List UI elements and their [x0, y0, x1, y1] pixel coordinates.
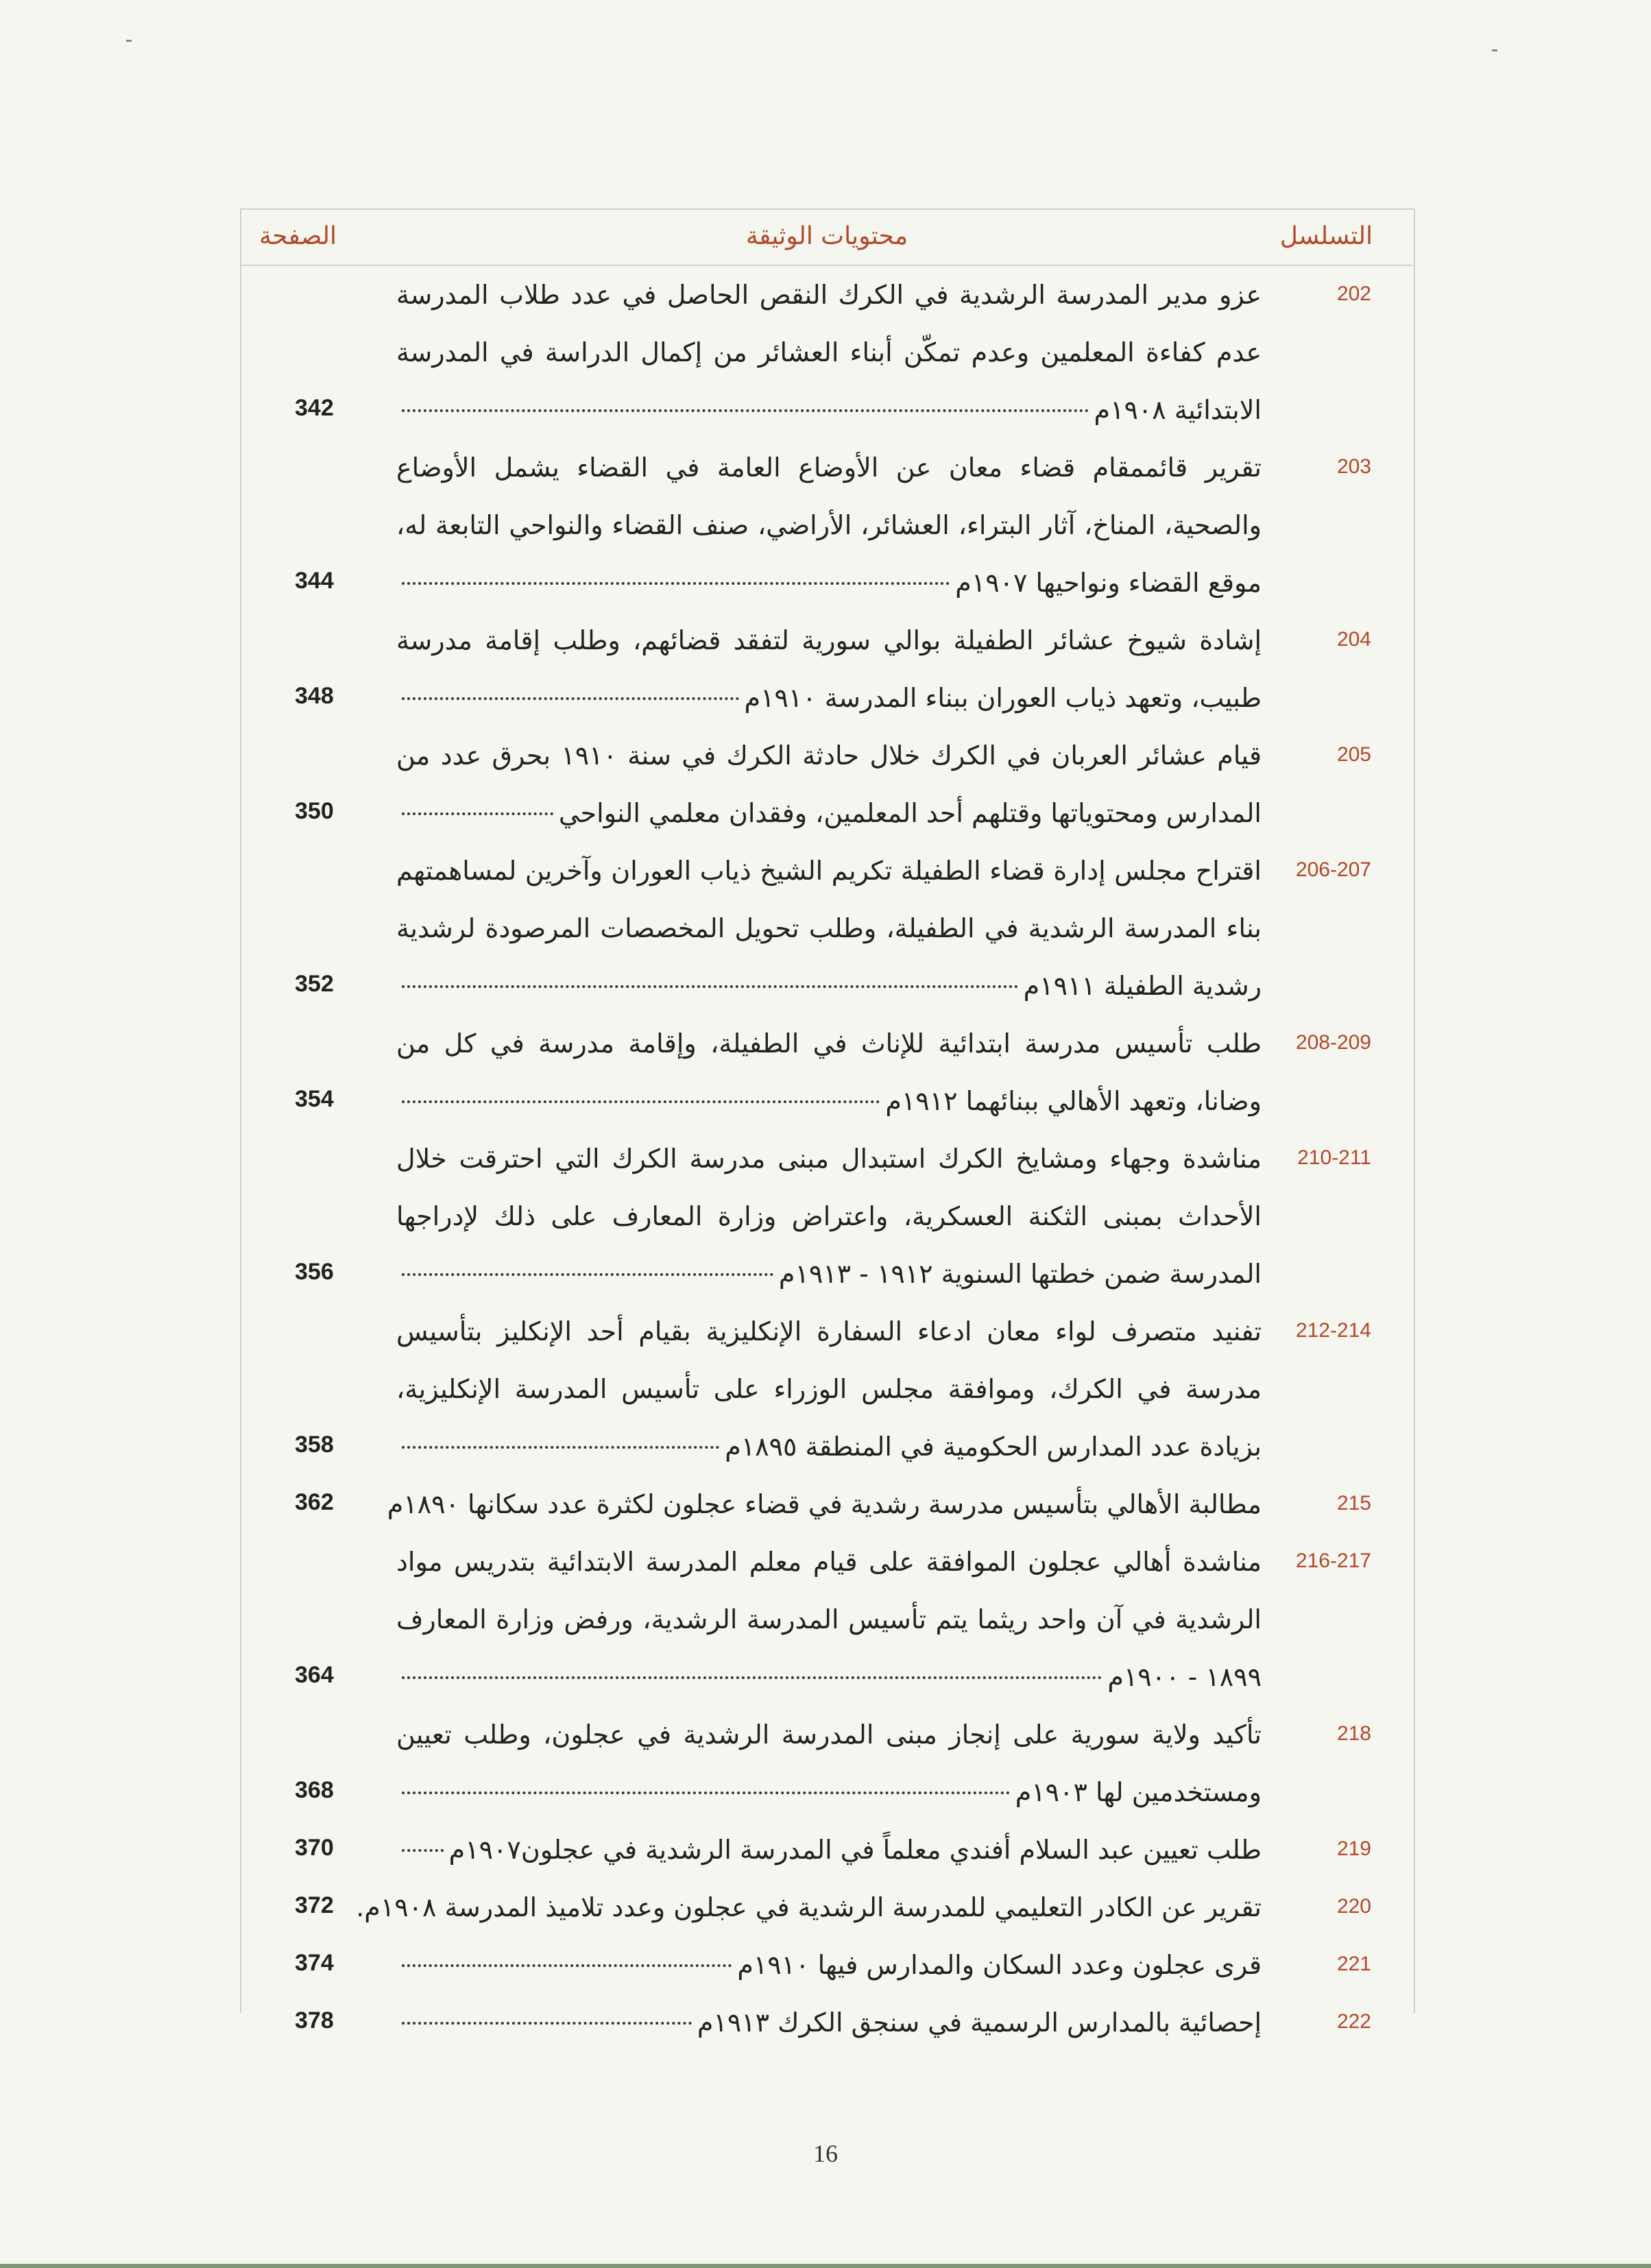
entry-text	[396, 612, 1262, 727]
entry-line: اقتراح مجلس إدارة قضاء الطفيلة تكريم الشيخ ذياب العوران وآخرين لمساهمتهم	[396, 856, 1262, 886]
entry-page-number: 350	[295, 798, 334, 824]
toc-entry	[241, 612, 1412, 727]
dot-leader	[402, 1792, 1010, 1794]
toc-entry	[241, 266, 1412, 439]
toc-entry	[241, 439, 1412, 612]
entry-number: 208-209	[1295, 1031, 1371, 1054]
entry-number: 202	[1336, 282, 1371, 305]
entry-text	[387, 1475, 1262, 1533]
entry-number: 203	[1336, 455, 1371, 478]
dot-leader	[402, 697, 739, 700]
dot-leader	[402, 2022, 692, 2025]
entry-line: قيام عشائر العربان في الكرك خلال حادثة الكرك في سنة ١٩١٠ بحرق عدد من	[396, 740, 1262, 771]
dot-leader	[402, 1964, 732, 1967]
dot-leader	[402, 812, 553, 815]
entry-line: ١٨٩٩ - ١٩٠٠م	[1107, 1662, 1262, 1692]
toc-entry	[241, 1706, 1412, 1821]
entry-line: طلب تعيين عبد السلام أفندي معلماً في المدرسة الرشدية في عجلون١٩٠٧م	[448, 1835, 1262, 1865]
entry-line: عزو مدير المدرسة الرشدية في الكرك النقص الحاصل في عدد طلاب المدرسة	[396, 280, 1262, 310]
entry-line: بناء المدرسة الرشدية في الطفيلة، وطلب تحويل المخصصات المرصودة لرشدية	[396, 913, 1262, 943]
entry-line: تفنيد متصرف لواء معان ادعاء السفارة الإنكليزية بقيام أحد الإنكليز بتأسيس	[396, 1316, 1262, 1347]
entry-page-number: 356	[295, 1259, 334, 1285]
entry-line: عدم كفاءة المعلمين وعدم تمكّن أبناء العشائر من إكمال الدراسة في المدرسة	[396, 337, 1262, 367]
entry-page-number: 352	[295, 971, 334, 997]
dot-leader	[402, 409, 1089, 412]
dot-leader	[402, 985, 1018, 988]
entry-line: ومستخدمين لها ١٩٠٣م	[1015, 1777, 1262, 1807]
toc-entry	[241, 1936, 1412, 1994]
toc-entry	[241, 1475, 1412, 1533]
entry-page-number: 364	[295, 1662, 334, 1688]
dot-leader	[402, 1273, 773, 1276]
entry-page-number: 374	[295, 1950, 334, 1976]
entry-page-number: 370	[295, 1835, 334, 1861]
dot-leader	[402, 1676, 1102, 1679]
entry-text	[396, 266, 1262, 439]
entry-number: 215	[1336, 1492, 1371, 1515]
entry-line: تقرير قائممقام قضاء معان عن الأوضاع العامة في القضاء يشمل الأوضاع	[396, 453, 1262, 483]
entry-line: مطالبة الأهالي بتأسيس مدرسة رشدية في قضاء عجلون لكثرة عدد سكانها ١٨٩٠م	[387, 1489, 1262, 1519]
entry-text	[396, 1130, 1262, 1303]
entry-line: رشدية الطفيلة ١٩١١م	[1023, 971, 1262, 1001]
entry-line: مدرسة في الكرك، وموافقة مجلس الوزراء على تأسيس المدرسة الإنكليزية،	[396, 1374, 1262, 1404]
entry-page-number: 358	[295, 1432, 334, 1458]
entry-number: 220	[1336, 1895, 1371, 1918]
entry-page-number: 354	[295, 1086, 334, 1112]
page-number: 16	[813, 2140, 838, 2167]
header-sequence: التسلسل	[1279, 222, 1373, 250]
entry-number: 212-214	[1295, 1319, 1371, 1342]
toc-entry	[241, 1879, 1412, 1936]
entry-line: المدرسة ضمن خطتها السنوية ١٩١٢ - ١٩١٣م	[778, 1259, 1262, 1289]
scan-mark	[1492, 49, 1497, 51]
entry-line: مناشدة وجهاء ومشايخ الكرك استبدال مبنى مدرسة الكرك التي احترقت خلال	[396, 1144, 1262, 1174]
entry-text	[396, 1015, 1262, 1130]
entry-number: 221	[1336, 1953, 1371, 1975]
entry-line: بزيادة عدد المدارس الحكومية في المنطقة ١٨٩٥م	[725, 1432, 1262, 1462]
header-page: الصفحة	[259, 222, 337, 250]
entry-page-number: 372	[295, 1892, 334, 1918]
entry-text	[396, 1821, 1262, 1879]
entry-line: الرشدية في آن واحد ريثما يتم تأسيس المدرسة الرشدية، ورفض وزارة المعارف	[396, 1604, 1262, 1634]
dot-leader	[402, 582, 950, 585]
entry-text	[396, 439, 1262, 612]
entry-page-number: 368	[295, 1777, 334, 1803]
toc-entry	[241, 1994, 1412, 2051]
entry-line: الابتدائية ١٩٠٨م	[1094, 395, 1262, 425]
entry-page-number: 348	[295, 683, 334, 709]
entry-text	[396, 1706, 1262, 1821]
entry-number: 222	[1336, 2010, 1371, 2033]
dot-leader	[402, 1849, 444, 1852]
entry-page-number: 342	[295, 395, 334, 421]
entry-line: طبيب، وتعهد ذياب العوران ببناء المدرسة ١٩١٠م	[744, 683, 1262, 713]
entry-line: مناشدة أهالي عجلون الموافقة على قيام معلم المدرسة الابتدائية بتدريس مواد	[396, 1547, 1262, 1577]
toc-entry	[241, 727, 1412, 842]
entry-line: تقرير عن الكادر التعليمي للمدرسة الرشدية في عجلون وعدد تلاميذ المدرسة ١٩٠٨م.	[356, 1892, 1262, 1922]
toc-entry	[241, 1130, 1412, 1303]
entry-line: إشادة شيوخ عشائر الطفيلة بوالي سورية لتفقد قضائهم، وطلب إقامة مدرسة	[396, 625, 1262, 655]
entry-line: وضانا، وتعهد الأهالي ببنائهما ١٩١٢م	[885, 1086, 1262, 1116]
entry-line: المدارس ومحتوياتها وقتلهم أحد المعلمين، وفقدان معلمي النواحي	[558, 798, 1262, 828]
entry-text	[396, 1303, 1262, 1475]
entry-page-number: 378	[295, 2007, 334, 2034]
toc-entry	[241, 1015, 1412, 1130]
entry-line: قرى عجلون وعدد السكان والمدارس فيها ١٩١٠م	[737, 1950, 1262, 1980]
scan-edge	[0, 2264, 1651, 2268]
dot-leader	[402, 1100, 880, 1103]
entry-page-number: 344	[295, 568, 334, 594]
entry-number: 218	[1336, 1722, 1371, 1745]
header-contents: محتويات الوثيقة	[745, 222, 908, 250]
entry-line: الأحداث بمبنى الثكنة العسكرية، واعتراض وزارة المعارف على ذلك لإدراجها	[396, 1201, 1262, 1231]
entry-text	[396, 1994, 1262, 2051]
entry-text	[356, 1879, 1262, 1936]
entry-line: موقع القضاء ونواحيها ١٩٠٧م	[955, 568, 1262, 598]
toc-entry	[241, 842, 1412, 1015]
entry-text	[396, 727, 1262, 842]
entry-text	[396, 842, 1262, 1015]
entry-text	[396, 1936, 1262, 1994]
entry-number: 210-211	[1297, 1146, 1371, 1169]
entry-number: 219	[1336, 1837, 1371, 1860]
toc-entry	[241, 1821, 1412, 1879]
entry-line: طلب تأسيس مدرسة ابتدائية للإناث في الطفيلة، وإقامة مدرسة في كل من	[396, 1028, 1262, 1059]
entry-text	[396, 1533, 1262, 1706]
entry-page-number: 362	[295, 1489, 334, 1515]
entry-line: والصحية، المناخ، آثار البتراء، العشائر، الأراضي، صنف القضاء والنواحي التابعة له،	[396, 510, 1262, 540]
entry-number: 206-207	[1295, 858, 1371, 881]
toc-entry	[241, 1533, 1412, 1706]
toc-entry	[241, 1303, 1412, 1475]
entry-line: تأكيد ولاية سورية على إنجاز مبنى المدرسة الرشدية في عجلون، وطلب تعيين	[396, 1720, 1262, 1750]
scan-mark	[126, 40, 132, 42]
dot-leader	[402, 1446, 719, 1449]
entry-number: 216-217	[1295, 1549, 1371, 1572]
entry-number: 205	[1336, 743, 1371, 766]
entry-line: إحصائية بالمدارس الرسمية في سنجق الكرك ١٩١٣م	[697, 2007, 1262, 2038]
entry-number: 204	[1336, 628, 1371, 651]
table-header	[241, 213, 1412, 266]
